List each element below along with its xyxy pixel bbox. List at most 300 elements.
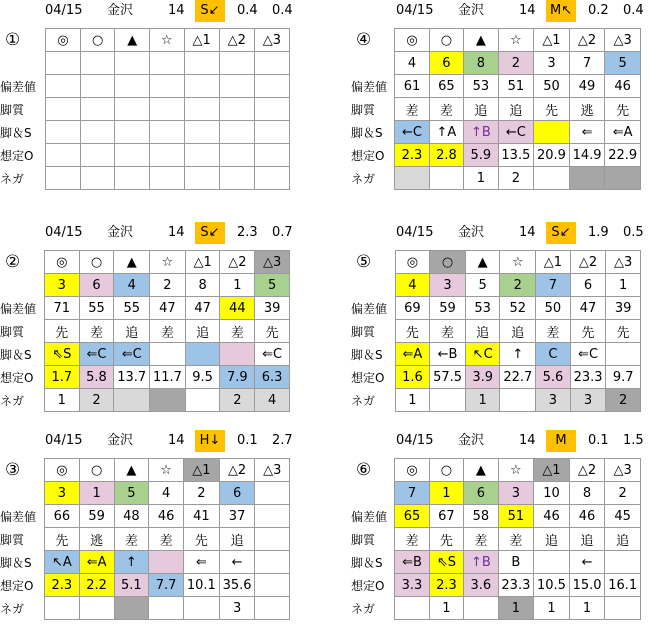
cell-dev: 58	[464, 505, 498, 528]
cell-nega	[149, 597, 184, 620]
cell-legs: ⇐C	[79, 343, 114, 366]
mark-cell: ○	[429, 29, 463, 52]
row-nega	[0, 167, 290, 190]
race-number: 14	[519, 225, 536, 240]
race-date: 04/15	[396, 3, 434, 18]
prediction-table	[0, 28, 290, 190]
venue: 金沢	[458, 433, 485, 448]
row-label	[0, 482, 45, 505]
mark-cell: ○	[79, 251, 114, 274]
venue: 金沢	[458, 225, 485, 240]
row-dev	[351, 297, 641, 320]
cell-nega: 1	[429, 597, 463, 620]
cell-nega	[114, 389, 150, 412]
marks-row	[351, 459, 641, 482]
pace-flag: S↙	[195, 0, 225, 22]
cell-nega	[46, 167, 81, 190]
cell-dev: 55	[79, 297, 114, 320]
row-label: 脚質	[351, 324, 376, 339]
cell-nega	[430, 389, 466, 412]
cell-odds	[254, 144, 289, 167]
mark-cell: △1	[184, 459, 220, 482]
cell-odds	[149, 144, 184, 167]
cell-horse: 7	[536, 274, 571, 297]
cell-dev: 45	[605, 505, 641, 528]
cell-legs: ⇐B	[395, 551, 429, 574]
corner-cell	[351, 459, 395, 482]
cell-horse: 3	[45, 482, 80, 505]
pace-flag: M↖	[546, 0, 576, 22]
cell-legs: ⇐	[569, 121, 605, 144]
row-nega	[0, 597, 290, 620]
cell-style: 差	[395, 98, 429, 121]
cell-nega	[79, 597, 114, 620]
prediction-table	[351, 28, 641, 190]
row-label: ネガ	[351, 171, 376, 186]
cell-style	[80, 98, 115, 121]
cell-nega: 1	[395, 389, 430, 412]
row-label: 脚質	[0, 532, 25, 547]
cell-odds	[80, 144, 115, 167]
pace-flag: S↙	[195, 222, 225, 244]
cell-horse: 5	[255, 274, 290, 297]
cell-odds: 22.7	[500, 366, 536, 389]
cell-horse	[184, 52, 219, 75]
cell-horse: 5	[465, 274, 500, 297]
row-label: 偏差値	[351, 79, 388, 94]
row-label: 想定O	[0, 148, 34, 163]
cell-dev	[219, 75, 254, 98]
prediction-table	[351, 458, 641, 620]
cell-nega	[45, 597, 80, 620]
panel-number: ③	[5, 460, 21, 480]
cell-nega	[534, 167, 570, 190]
cell-dev: 53	[465, 297, 500, 320]
cell-dev: 59	[79, 505, 114, 528]
cell-dev	[149, 75, 184, 98]
venue: 金沢	[107, 225, 134, 240]
cell-style	[115, 98, 149, 121]
mark-cell: ☆	[149, 29, 184, 52]
cell-style: 追	[465, 320, 500, 343]
marks-row	[351, 29, 641, 52]
cell-nega	[185, 389, 220, 412]
cell-odds: 35.6	[219, 574, 255, 597]
cell-horse: 3	[44, 274, 79, 297]
mark-cell: ◎	[395, 459, 429, 482]
row-style	[0, 98, 290, 121]
cell-style: 差	[79, 320, 114, 343]
cell-style: 差	[536, 320, 571, 343]
cell-odds: 7.9	[220, 366, 255, 389]
cell-style	[46, 98, 81, 121]
cell-odds: 2.3	[45, 574, 80, 597]
cell-style: 追	[534, 528, 570, 551]
row-nega	[0, 389, 290, 412]
cell-legs: ←B	[430, 343, 466, 366]
cell-horse: 4	[149, 482, 184, 505]
cell-legs	[115, 121, 149, 144]
cell-dev: 53	[464, 75, 498, 98]
cell-legs: ←C	[395, 121, 429, 144]
cell-legs	[605, 551, 641, 574]
row-label: 偏差値	[0, 79, 37, 94]
cell-dev: 52	[500, 297, 536, 320]
row-label: 偏差値	[351, 509, 388, 524]
mark-cell: ○	[430, 251, 466, 274]
cell-horse: 2	[498, 52, 534, 75]
cell-odds: 14.9	[569, 144, 605, 167]
row-label: 想定O	[0, 370, 34, 385]
race-panel	[0, 222, 293, 432]
cell-legs	[254, 121, 289, 144]
odds-1: 0.1	[588, 433, 609, 448]
row-legs	[351, 121, 641, 144]
cell-legs: ⇖S	[44, 343, 79, 366]
row-label: 想定O	[351, 578, 385, 593]
cell-legs: ↑A	[429, 121, 463, 144]
row-dev	[0, 505, 290, 528]
cell-style: 差	[149, 528, 184, 551]
odds-2: 0.4	[272, 3, 293, 18]
row-legs	[0, 343, 290, 366]
cell-odds: 5.8	[79, 366, 114, 389]
cell-legs	[219, 121, 254, 144]
cell-nega: 2	[220, 389, 255, 412]
cell-dev: 51	[498, 75, 534, 98]
cell-odds: 57.5	[430, 366, 466, 389]
cell-horse	[80, 52, 115, 75]
corner-cell	[351, 251, 395, 274]
mark-cell: △3	[605, 459, 641, 482]
cell-horse: 3	[498, 482, 534, 505]
row-label: 脚質	[351, 532, 376, 547]
cell-dev	[255, 505, 290, 528]
cell-dev: 50	[536, 297, 571, 320]
cell-nega: 2	[498, 167, 534, 190]
cell-style	[254, 98, 289, 121]
cell-dev: 39	[255, 297, 290, 320]
race-date: 04/15	[45, 225, 83, 240]
cell-legs: ⇖S	[429, 551, 463, 574]
cell-legs: B	[498, 551, 534, 574]
mark-cell: ▲	[114, 251, 150, 274]
row-legs	[351, 343, 641, 366]
row-nega	[351, 167, 641, 190]
cell-nega	[219, 167, 254, 190]
mark-cell: △2	[570, 251, 606, 274]
cell-odds: 23.3	[570, 366, 606, 389]
mark-cell: △3	[255, 251, 290, 274]
cell-odds: 2.2	[79, 574, 114, 597]
cell-nega	[395, 167, 429, 190]
cell-odds: 1.6	[395, 366, 430, 389]
venue: 金沢	[107, 433, 134, 448]
cell-dev: 69	[395, 297, 430, 320]
mark-cell: ○	[80, 29, 115, 52]
cell-dev: 47	[185, 297, 220, 320]
cell-dev: 65	[395, 505, 429, 528]
cell-legs: ↑B	[464, 551, 498, 574]
cell-nega	[115, 167, 149, 190]
mark-cell: ▲	[464, 459, 498, 482]
cell-style: 先	[570, 320, 606, 343]
pace-flag: M	[546, 430, 576, 452]
cell-odds: 20.9	[534, 144, 570, 167]
cell-horse: 4	[395, 274, 430, 297]
race-number: 14	[519, 433, 536, 448]
cell-nega: 1	[498, 597, 534, 620]
cell-style	[184, 98, 219, 121]
race-number: 14	[168, 225, 185, 240]
row-label: 想定O	[351, 148, 385, 163]
row-label: 脚質	[0, 324, 25, 339]
cell-legs: ↖A	[45, 551, 80, 574]
mark-cell: △2	[569, 29, 605, 52]
odds-2: 0.4	[623, 3, 644, 18]
cell-dev: 66	[45, 505, 80, 528]
cell-legs: ⇐C	[570, 343, 606, 366]
cell-style: 追	[185, 320, 220, 343]
cell-nega	[149, 167, 184, 190]
cell-dev: 46	[534, 505, 570, 528]
cell-style	[219, 98, 254, 121]
row-label: ネガ	[0, 393, 25, 408]
cell-dev: 67	[429, 505, 463, 528]
cell-horse: 2	[150, 274, 186, 297]
pace-flag: S↙	[546, 222, 576, 244]
odds-1: 0.2	[588, 3, 609, 18]
cell-legs: ⇐A	[395, 343, 430, 366]
race-date: 04/15	[45, 433, 83, 448]
prediction-table	[0, 458, 290, 620]
cell-dev: 47	[570, 297, 606, 320]
cell-horse	[115, 52, 149, 75]
cell-legs	[220, 343, 255, 366]
cell-legs: ⇐	[184, 551, 220, 574]
row-label: 想定O	[351, 370, 385, 385]
cell-odds: 23.3	[498, 574, 534, 597]
cell-nega	[605, 597, 641, 620]
race-number: 14	[519, 3, 536, 18]
cell-horse	[254, 52, 289, 75]
cell-nega: 3	[570, 389, 606, 412]
cell-nega: 2	[606, 389, 641, 412]
race-number: 14	[168, 3, 185, 18]
mark-cell: △3	[255, 459, 290, 482]
cell-style: 逃	[79, 528, 114, 551]
panel-number: ④	[356, 30, 372, 50]
cell-odds: 10.5	[534, 574, 570, 597]
mark-cell: △1	[534, 459, 570, 482]
mark-cell: ☆	[500, 251, 536, 274]
row-label: 偏差値	[0, 301, 37, 316]
row-label: ネガ	[351, 601, 376, 616]
cell-odds: 2.3	[395, 144, 429, 167]
cell-horse: 6	[219, 482, 255, 505]
cell-odds: 16.1	[605, 574, 641, 597]
cell-odds	[219, 144, 254, 167]
row-label	[351, 52, 395, 75]
row-odds	[0, 144, 290, 167]
cell-odds: 3.3	[395, 574, 429, 597]
cell-nega: 3	[536, 389, 571, 412]
panel-number: ⑥	[356, 460, 372, 480]
odds-1: 1.9	[588, 225, 609, 240]
row-label: 脚質	[0, 102, 25, 117]
cell-odds: 13.5	[498, 144, 534, 167]
cell-style: 差	[150, 320, 186, 343]
cell-dev: 41	[184, 505, 220, 528]
cell-horse: 5	[114, 482, 149, 505]
cell-legs: ↑	[114, 551, 149, 574]
row-odds	[351, 574, 641, 597]
cell-nega: 1	[464, 167, 498, 190]
cell-nega	[255, 597, 290, 620]
cell-legs: ⇐A	[605, 121, 641, 144]
cell-horse: 3	[534, 52, 570, 75]
row-odds	[0, 574, 290, 597]
cell-nega: 4	[255, 389, 290, 412]
cell-legs	[184, 121, 219, 144]
cell-legs	[606, 343, 641, 366]
cell-odds: 15.0	[569, 574, 605, 597]
row-horse	[0, 274, 290, 297]
mark-cell: ▲	[115, 29, 149, 52]
cell-odds	[184, 144, 219, 167]
odds-1: 0.1	[237, 433, 258, 448]
mark-cell: ◎	[44, 251, 79, 274]
race-number: 14	[168, 433, 185, 448]
mark-cell: ○	[79, 459, 114, 482]
cell-style: 先	[605, 98, 641, 121]
cell-odds: 5.6	[536, 366, 571, 389]
row-label: 脚質	[351, 102, 376, 117]
row-dev	[0, 75, 290, 98]
mark-cell: ◎	[395, 251, 430, 274]
cell-nega: 1	[569, 597, 605, 620]
mark-cell: △2	[220, 251, 255, 274]
mark-cell: △1	[184, 29, 219, 52]
cell-legs: ↖C	[465, 343, 500, 366]
row-style	[0, 528, 290, 551]
cell-style: 差	[395, 528, 429, 551]
mark-cell: ☆	[149, 459, 184, 482]
cell-nega: 3	[219, 597, 255, 620]
row-label: 脚＆S	[351, 125, 383, 140]
row-style	[351, 528, 641, 551]
cell-odds: 1.7	[44, 366, 79, 389]
row-label: 想定O	[0, 578, 34, 593]
cell-dev: 71	[44, 297, 79, 320]
cell-style: 先	[44, 320, 79, 343]
cell-horse: 2	[500, 274, 536, 297]
cell-odds: 11.7	[150, 366, 186, 389]
venue: 金沢	[458, 3, 485, 18]
mark-cell: ○	[429, 459, 463, 482]
cell-style: 追	[605, 528, 641, 551]
mark-cell: △2	[569, 459, 605, 482]
cell-odds	[115, 144, 149, 167]
cell-horse: 6	[79, 274, 114, 297]
cell-odds: 13.7	[114, 366, 150, 389]
cell-horse: 4	[395, 52, 429, 75]
mark-cell: △3	[254, 29, 289, 52]
cell-style: 差	[430, 320, 466, 343]
cell-dev: 49	[569, 75, 605, 98]
cell-odds: 5.1	[114, 574, 149, 597]
cell-horse: 1	[79, 482, 114, 505]
cell-style: 先	[429, 528, 463, 551]
cell-dev: 46	[605, 75, 641, 98]
mark-cell: ◎	[45, 459, 80, 482]
panel-number: ⑤	[356, 252, 372, 272]
mark-cell: △1	[185, 251, 220, 274]
cell-horse: 6	[464, 482, 498, 505]
cell-nega	[114, 597, 149, 620]
mark-cell: △1	[536, 251, 571, 274]
cell-horse	[255, 482, 290, 505]
cell-style: 差	[429, 98, 463, 121]
cell-nega: 1	[44, 389, 79, 412]
mark-cell: ☆	[498, 29, 534, 52]
cell-horse	[149, 52, 184, 75]
cell-style: 差	[498, 528, 534, 551]
odds-2: 0.5	[623, 225, 644, 240]
cell-odds: 9.7	[606, 366, 641, 389]
cell-nega	[605, 167, 641, 190]
cell-nega: 1	[465, 389, 500, 412]
cell-nega	[254, 167, 289, 190]
cell-horse: 8	[185, 274, 220, 297]
cell-horse: 4	[114, 274, 150, 297]
mark-cell: △1	[534, 29, 570, 52]
cell-horse	[219, 52, 254, 75]
cell-horse: 2	[184, 482, 220, 505]
cell-style: 追	[114, 320, 150, 343]
cell-horse: 5	[605, 52, 641, 75]
row-label	[0, 274, 44, 297]
row-label: ネガ	[0, 601, 25, 616]
cell-legs	[534, 121, 570, 144]
cell-odds: 3.9	[465, 366, 500, 389]
cell-nega	[395, 597, 429, 620]
row-label	[351, 274, 395, 297]
mark-cell: ◎	[46, 29, 81, 52]
cell-horse: 1	[220, 274, 255, 297]
cell-dev	[115, 75, 149, 98]
pace-flag: H↓	[195, 430, 225, 452]
cell-nega	[184, 167, 219, 190]
row-label: 脚＆S	[0, 555, 32, 570]
cell-horse: 2	[605, 482, 641, 505]
cell-nega	[464, 597, 498, 620]
cell-style: 先	[606, 320, 641, 343]
cell-dev: 39	[606, 297, 641, 320]
cell-dev: 55	[114, 297, 150, 320]
cell-legs	[149, 121, 184, 144]
cell-dev: 37	[219, 505, 255, 528]
cell-legs	[149, 551, 184, 574]
race-panel	[0, 430, 293, 629]
odds-1: 0.4	[237, 3, 258, 18]
race-date: 04/15	[45, 3, 83, 18]
row-dev	[351, 75, 641, 98]
cell-dev	[46, 75, 81, 98]
row-style	[351, 320, 641, 343]
cell-style: 先	[45, 528, 80, 551]
cell-horse	[46, 52, 81, 75]
